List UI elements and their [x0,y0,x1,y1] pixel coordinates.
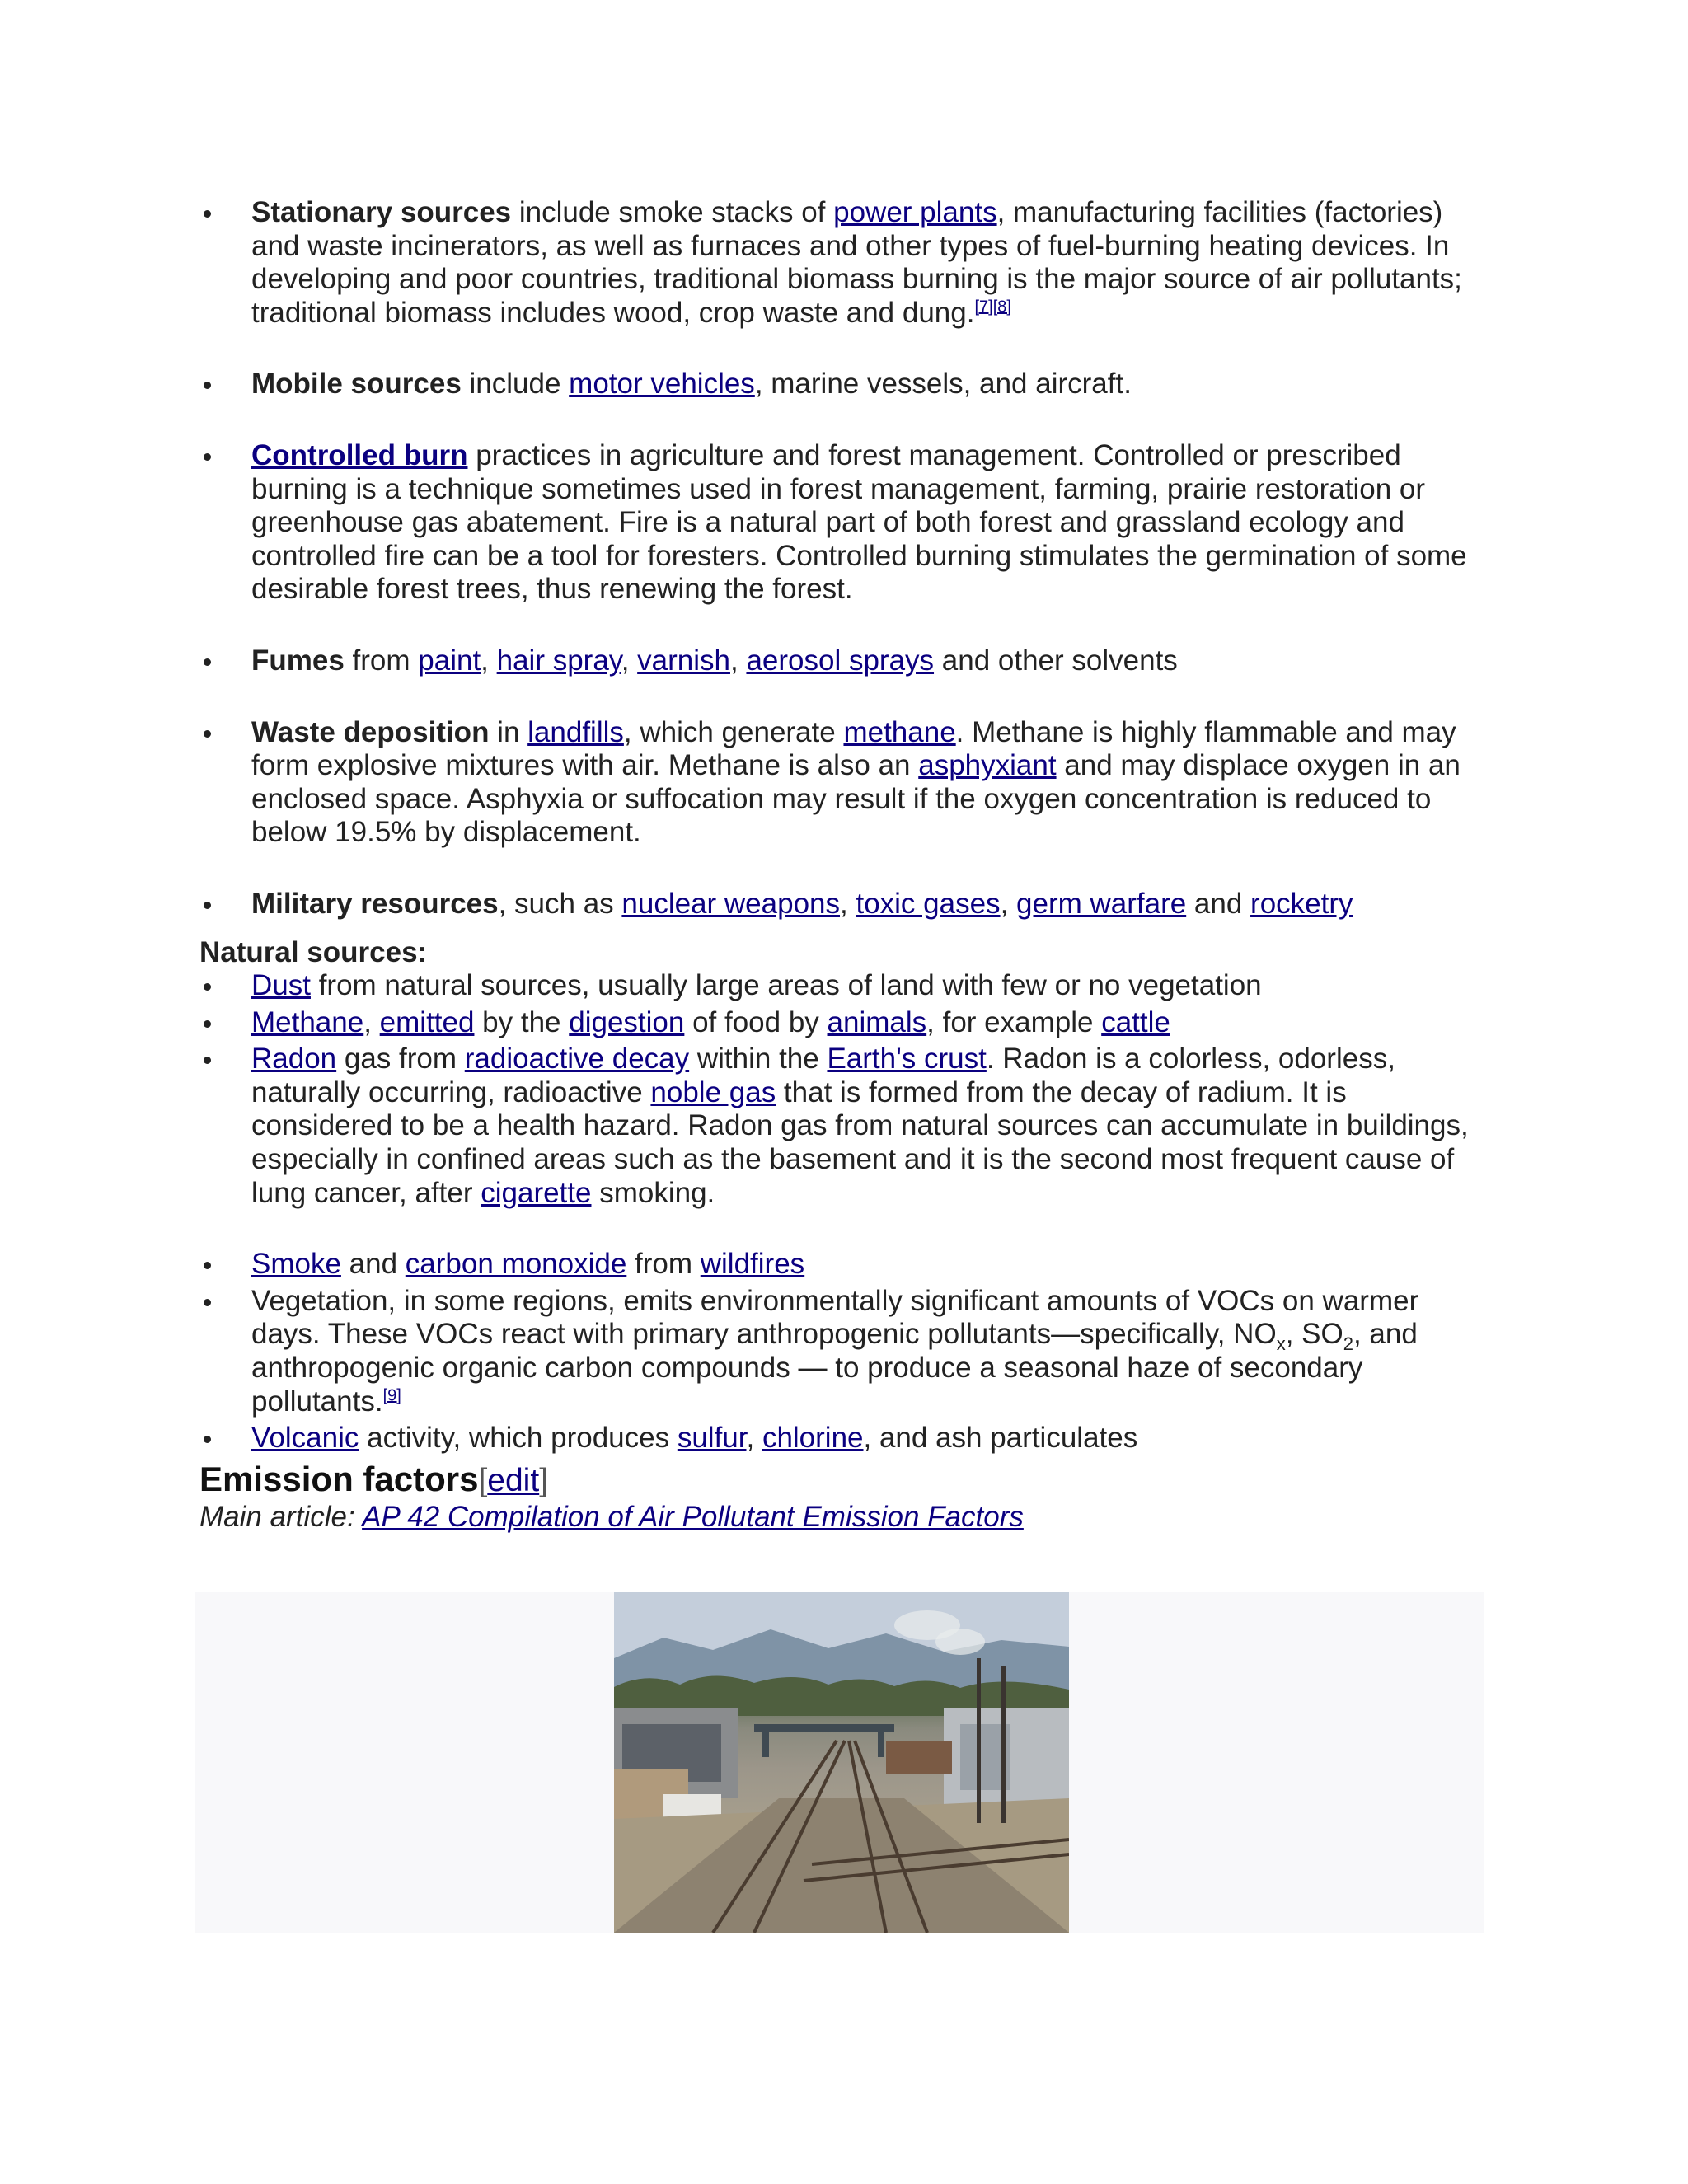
link-dust[interactable]: Dust [251,969,311,1002]
list-item [199,644,1485,678]
link-rocketry[interactable]: rocketry [1250,887,1353,920]
list-item [199,888,1485,921]
section-heading-emission-factors [199,1460,1485,1500]
list-item [199,368,1485,401]
edit-bracket: ] [539,1462,549,1498]
text-span: include [461,368,570,401]
link-noble-gas[interactable]: noble gas [650,1076,776,1108]
text-span: and [340,1248,406,1281]
link-volcanic[interactable]: Volcanic [251,1422,359,1455]
text-span: . Radon is a colorless, odorless, naturally occurring, radioactive [251,1043,1395,1108]
text-span: , [746,1422,762,1455]
text-span: gas from [336,1043,465,1076]
term-stationary-sources: Stationary sources [251,196,512,228]
article-body [199,196,1485,1535]
link-hair-spray[interactable]: hair spray [496,644,621,677]
text-span: and other solvents [934,644,1178,677]
term-military-resources: Military resources [251,887,499,920]
text-span: that is formed from the decay of radium. It is considered to be a health hazard. Radon gas from natural sources can accumulate in buildings, especially in confined areas such as the basement and it is the second most frequent cause of lung cancer, after [251,1076,1469,1209]
link-nuclear-weapons[interactable]: nuclear weapons [621,887,841,920]
railyard-photo-illustration [614,1592,1069,1933]
list-item [199,1006,1485,1040]
subscript-x: x [1276,1333,1286,1355]
natural-sources-heading: Natural sources: [199,935,428,968]
link-asphyxiant[interactable]: asphyxiant [918,749,1057,782]
list-item [199,1285,1485,1418]
anthropogenic-source-list [199,196,1485,921]
list-item [199,1248,1485,1282]
link-aerosol-sprays[interactable]: aerosol sprays [746,644,935,677]
text-span: , which generate [623,715,844,748]
hatnote-label: Main article: [199,1500,363,1533]
text-span: , [481,644,497,677]
heading-text: Emission factors [199,1459,479,1498]
text-span: include smoke stacks of [511,196,834,228]
text-span: and may displace oxygen in an enclosed space. Asphyxia or suffocation may result if the oxygen concentration is reduced to below 19.5% by displacement. [251,749,1461,849]
reference-link-9[interactable]: [9] [382,1385,401,1404]
list-item [199,716,1485,850]
link-smoke[interactable]: Smoke [251,1248,341,1281]
link-animals[interactable]: animals [827,1005,927,1038]
list-item [199,196,1485,330]
text-span: Vegetation, in some regions, emits environmentally significant amounts of VOCs on warmer days. These VOCs react with primary anthropogenic pollutants—specifically, NO [251,1284,1419,1351]
edit-bracket: [ [478,1462,488,1498]
text-span: and [1186,887,1251,920]
link-power-plants[interactable]: power plants [833,196,997,228]
link-methane[interactable]: methane [843,715,956,748]
term-waste-deposition: Waste deposition [251,715,490,748]
text-span: , [840,887,856,920]
reference-link-7[interactable]: [7] [974,298,993,316]
link-motor-vehicles[interactable]: motor vehicles [569,368,755,401]
link-radon[interactable]: Radon [251,1043,337,1076]
link-ap42[interactable]: AP 42 Compilation of Air Pollutant Emission Factors [362,1500,1024,1533]
text-span: , [1000,887,1017,920]
text-span: , marine vessels, and aircraft. [754,368,1132,401]
link-sulfur[interactable]: sulfur [677,1422,747,1455]
link-carbon-monoxide[interactable]: carbon monoxide [405,1248,627,1281]
text-span: activity, which produces [359,1422,678,1455]
text-span: smoking. [591,1176,715,1209]
link-emitted[interactable]: emitted [379,1005,475,1038]
text-span: , manufacturing facilities (factories) and waste incinerators, as well as furnaces and other types of fuel-burning heating devices. In developing and poor countries, traditional biomass burning is the major source of air pollutants; traditional biomass includes wood, crop waste and dung. [251,196,1462,329]
main-article-hatnote [199,1500,1485,1535]
link-cattle[interactable]: cattle [1101,1005,1170,1038]
link-methane-natural[interactable]: Methane [251,1005,364,1038]
text-span: , [363,1005,380,1038]
link-wildfires[interactable]: wildfires [700,1248,805,1281]
text-span: from natural sources, usually large areas of land with few or no vegetation [310,969,1262,1002]
link-radioactive-decay[interactable]: radioactive decay [464,1043,690,1076]
list-item [199,969,1485,1003]
list-item [199,439,1485,607]
link-chlorine[interactable]: chlorine [762,1422,864,1455]
text-span: of food by [684,1005,828,1038]
link-cigarette[interactable]: cigarette [481,1176,592,1209]
term-fumes: Fumes [251,644,345,677]
link-digestion[interactable]: digestion [569,1005,685,1038]
link-landfills[interactable]: landfills [528,715,624,748]
text-span: practices in agriculture and forest management. Controlled or prescribed burning is a technique sometimes used in forest management, farming, prairie restoration or greenhouse gas abatement. Fire is a natural part of both forest and grassland ecology and controlled fire can be a tool for foresters. Controlled burning stimulates the germination of some desirable forest trees, thus renewing the forest. [251,438,1467,606]
link-controlled-burn[interactable]: Controlled burn [251,438,468,471]
text-span: , [621,644,638,677]
text-span: , [729,644,747,677]
list-item [199,1043,1485,1210]
reference-link-8[interactable]: [8] [992,298,1011,316]
text-span: . Methane is highly flammable and may form explosive mixtures with air. Methane is also an [251,715,1456,782]
text-span: within the [689,1043,828,1076]
link-germ-warfare[interactable]: germ warfare [1016,887,1187,920]
list-item [199,1422,1485,1455]
text-span: in [489,715,528,748]
text-span: , for example [926,1005,1102,1038]
text-span: , SO [1285,1318,1343,1351]
subscript-2: 2 [1343,1333,1353,1355]
text-span: by the [474,1005,570,1038]
link-varnish[interactable]: varnish [637,644,730,677]
link-paint[interactable]: paint [418,644,481,677]
text-span: , and ash particulates [863,1422,1138,1455]
link-earths-crust[interactable]: Earth's crust [827,1043,987,1076]
figure-container [195,1592,1484,1933]
edit-section-link[interactable]: edit [487,1462,540,1498]
natural-source-list [199,969,1485,1455]
text-span: , such as [498,887,622,920]
term-mobile-sources: Mobile sources [251,368,462,401]
text-span: from [344,644,419,677]
railyard-photo[interactable] [614,1592,1069,1933]
text-span: , and anthropogenic organic carbon compounds — to produce a seasonal haze of secondary pollutants. [251,1318,1418,1418]
text-span: from [626,1248,701,1281]
link-toxic-gases[interactable]: toxic gases [856,887,1001,920]
